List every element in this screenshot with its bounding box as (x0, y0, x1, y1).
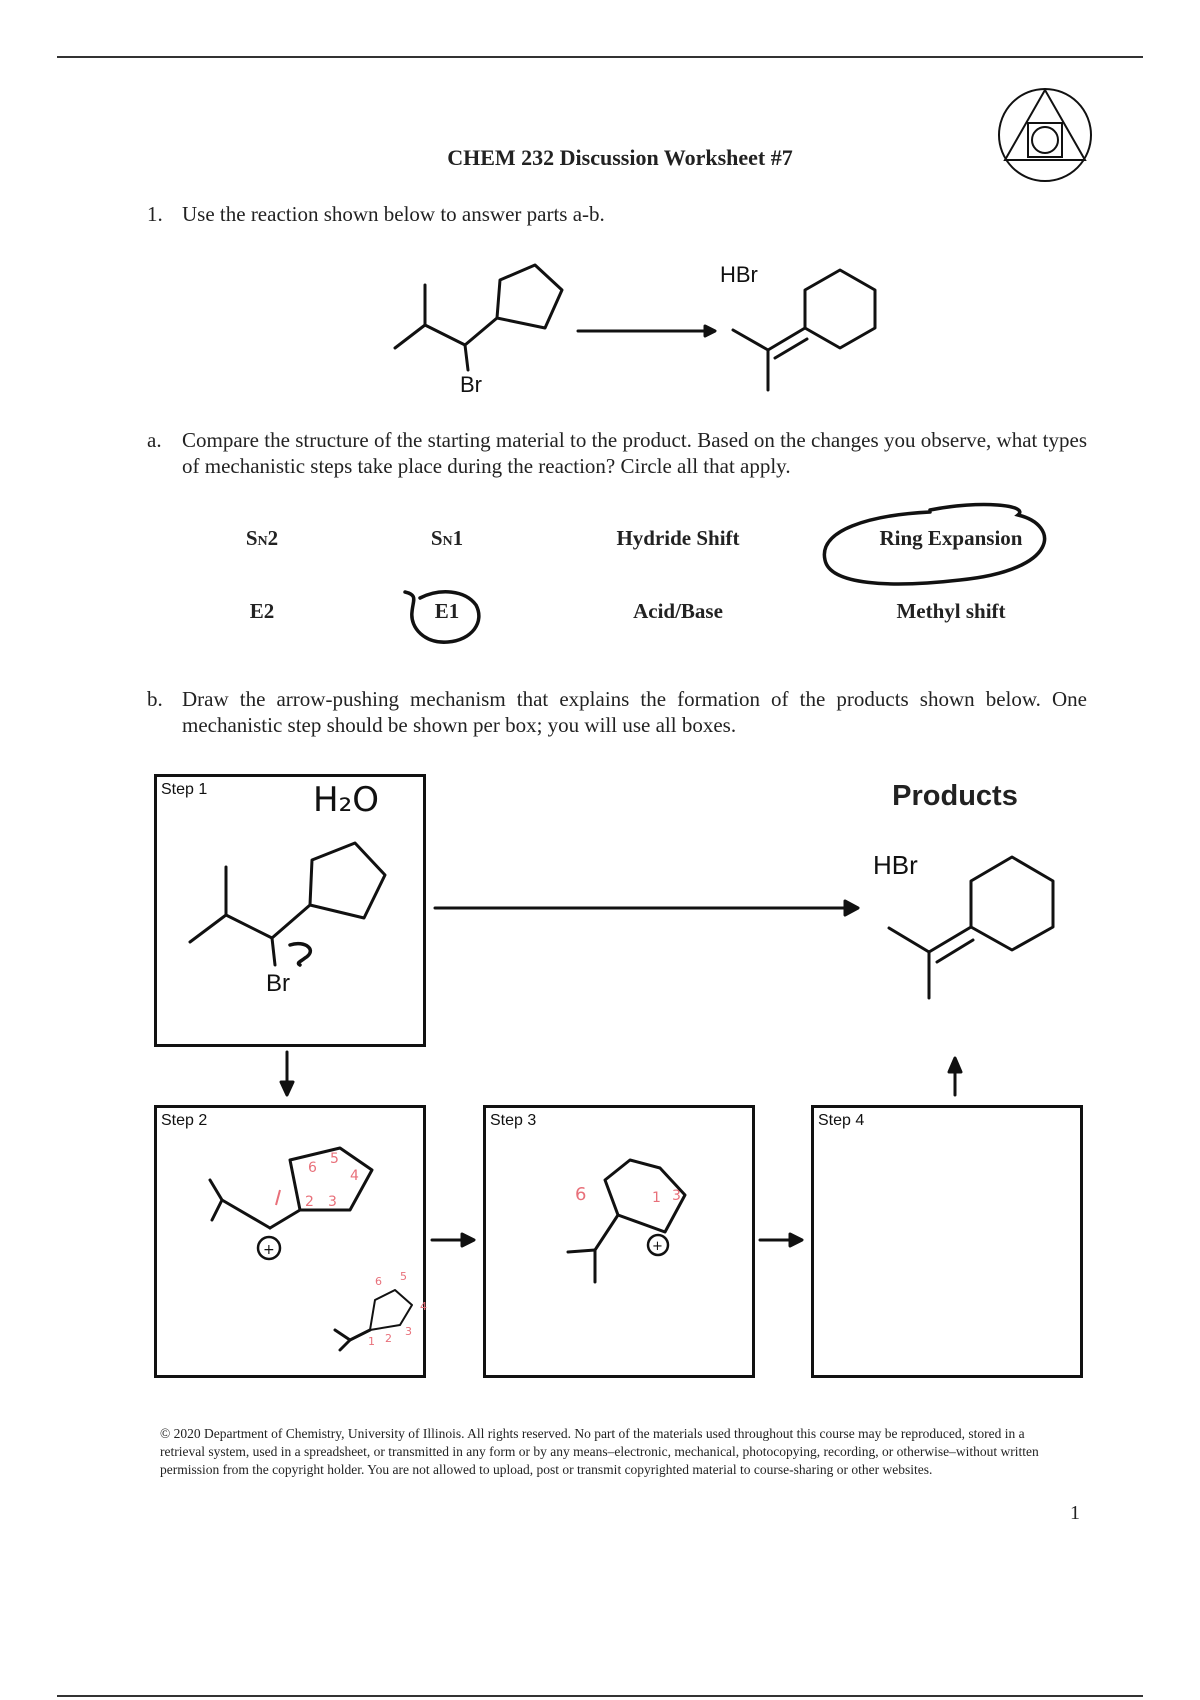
step2-red-num: 4 (350, 1168, 359, 1184)
step-1-br-label: Br (266, 970, 290, 997)
step1-c-br-bond (272, 938, 275, 965)
step2-red-num: 6 (308, 1160, 317, 1176)
page-title: CHEM 232 Discussion Worksheet #7 (447, 145, 793, 170)
option-e1[interactable]: E1 (434, 599, 460, 623)
products-title: Products (892, 780, 1018, 812)
option-e2[interactable]: E2 (249, 599, 275, 623)
up-arrowhead (949, 1058, 961, 1072)
option-ring-expansion[interactable]: Ring Expansion (879, 526, 1023, 550)
page-number: 1 (1070, 1502, 1080, 1524)
step2-small-chain (335, 1330, 350, 1350)
step2-bond (270, 1210, 300, 1228)
step1-to-products-arrowhead (845, 901, 858, 915)
step1-bond (272, 905, 310, 938)
option-hydride-shift[interactable]: Hydride Shift (616, 526, 740, 550)
question-number: 1. (147, 202, 163, 226)
option-acid-base[interactable]: Acid/Base (633, 599, 723, 623)
handwritten-h2o: H₂O (313, 780, 379, 820)
step2-to-step3-arrowhead (462, 1234, 474, 1246)
step3-red-num: 1 (652, 1190, 661, 1206)
copyright-notice: © 2020 Department of Chemistry, University of Illinois. All rights reserved. No part of the materials used throughout this course may be reproduced, stored in a retrieval system, used in a spreadsheet, or transmitted in any form or by any means–electronic, mechanical, photocopying, recording, or otherwise–without written permission from the copyright holder. You are not allowed to upload, post or transmit copyrighted material to course-sharing or other websites. (160, 1426, 1039, 1477)
step2-red-num: 5 (330, 1151, 339, 1167)
products-double-bond (929, 927, 971, 952)
products-cyclohexane (971, 857, 1053, 950)
question-prompt: Use the reaction shown below to answer parts a-b. (182, 202, 605, 226)
step1-curly-arrow (290, 944, 310, 965)
step2-red-num: 2 (385, 1332, 392, 1345)
step2-plus-sign: + (263, 1242, 275, 1258)
step-3-label: Step 3 (490, 1112, 537, 1129)
down-arrowhead (281, 1082, 293, 1095)
step2-red-num: 5 (400, 1270, 407, 1283)
products-reagent: HBr (873, 850, 918, 880)
part-b-label: b. (147, 687, 163, 711)
step1-chain (190, 867, 226, 942)
step3-to-step4-arrowhead (790, 1234, 802, 1246)
reaction-reagent: HBr (720, 262, 758, 287)
step-4-label: Step 4 (818, 1112, 865, 1129)
step2-red-num: 2 (305, 1194, 314, 1210)
part-a-label: a. (147, 428, 162, 452)
step3-red-num: 3 (672, 1188, 681, 1204)
part-b-text: Draw the arrow-pushing mechanism that explains the formation of the products shown below. One mechanistic step should be shown per box; you will use all boxes. (182, 687, 1087, 737)
step2-chain (210, 1180, 222, 1220)
option-sn1[interactable]: SN1 (430, 526, 464, 550)
step2-small-ring (370, 1290, 412, 1330)
step1-cyclopentane (310, 843, 385, 918)
option-sn2[interactable]: SN2 (245, 526, 279, 550)
step2-bond (222, 1200, 270, 1228)
step2-red-num: 3 (405, 1325, 412, 1338)
step2-red-num: 3 (328, 1194, 337, 1210)
products-chain (889, 928, 929, 998)
step2-red-num: 6 (375, 1275, 382, 1288)
part-a-text: Compare the structure of the starting material to the product. Based on the changes you observe, what types of mechanistic steps take place during the reaction? Circle all that apply. (182, 428, 1087, 478)
step3-plus-sign: + (652, 1239, 663, 1254)
step2-red-mark (276, 1190, 280, 1205)
step2-red-num: 1 (368, 1335, 375, 1348)
step2-small-bond (350, 1330, 370, 1340)
step3-bond (595, 1215, 618, 1250)
bottom-rule (57, 1695, 1143, 1697)
option-methyl-shift[interactable]: Methyl shift (896, 599, 1006, 623)
reaction-br-label: Br (460, 372, 482, 397)
step-2-label: Step 2 (161, 1112, 208, 1129)
step3-red-num: 6 (575, 1184, 587, 1205)
step3-chain (568, 1250, 595, 1282)
step-1-label: Step 1 (161, 781, 208, 798)
step1-bond (226, 915, 272, 938)
step2-red-num: 4 (420, 1300, 427, 1313)
